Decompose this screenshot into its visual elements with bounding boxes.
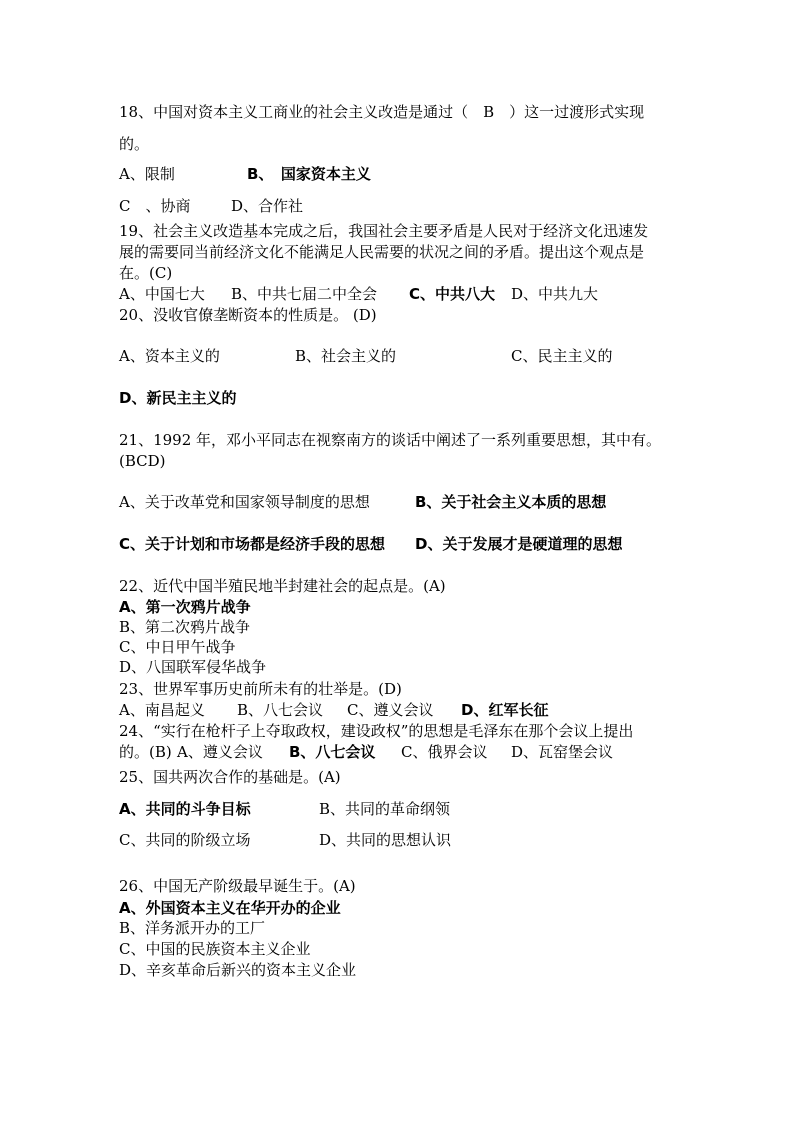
q26-option-d: D、辛亥革命后新兴的资本主义企业 [119,961,357,979]
q24-option-b-answer: B、八七会议 [289,743,376,761]
q18-option-b-answer: B、 国家资本主义 [247,165,371,183]
q26-option-c: C、中国的民族资本主义企业 [119,940,311,958]
q24-option-a: A、遵义会议 [177,743,263,761]
q18-option-a: A、限制 [119,165,175,183]
question-25-text: 25、国共两次合作的基础是。(A) [119,768,341,786]
question-23-text: 23、世界军事历史前所未有的壮举是。(D) [119,680,402,698]
q23-option-a: A、南昌起义 [119,701,205,719]
question-20-text: 20、没收官僚垄断资本的性质是。 (D) [119,306,377,324]
q24-text-cont: 的。(B) [119,743,172,761]
q21-option-b-answer: B、关于社会主义本质的思想 [415,493,607,511]
q23-option-d-answer: D、红军长征 [461,701,549,719]
q22-option-a-answer: A、第一次鸦片战争 [119,598,251,616]
question-18-text: 18、中国对资本主义工商业的社会主义改造是通过（ B ）这一过渡形式实现 [119,103,645,121]
q20-option-b: B、社会主义的 [295,347,397,365]
question-22-text: 22、近代中国半殖民地半封建社会的起点是。(A) [119,577,446,595]
q24-option-d: D、瓦窑堡会议 [511,743,614,761]
q24-option-c: C、俄界会议 [401,743,488,761]
q18-option-d: D、合作社 [231,197,304,215]
q20-option-c: C、民主主义的 [511,347,613,365]
q19-option-c-answer: C、中共八大 [409,285,496,303]
q22-option-d: D、八国联军侵华战争 [119,658,267,676]
q22-option-b: B、第二次鸦片战争 [119,618,251,636]
q21-option-a: A、关于改革党和国家领导制度的思想 [119,493,370,511]
q20-option-d-answer: D、新民主主义的 [119,389,237,407]
question-19-text-cont: 展的需要同当前经济文化不能满足人民需要的状况之间的矛盾。提出这个观点是 [119,243,645,261]
q22-option-c: C、中日甲午战争 [119,638,236,656]
q18-option-c: C 、协商 [119,197,191,215]
question-19-text: 19、社会主义改造基本完成之后，我国社会主要矛盾是人民对于经济文化迅速发 [119,222,649,240]
question-19-text-cont2: 在。(C) [119,264,173,282]
q25-option-a-answer: A、共同的斗争目标 [119,800,251,818]
question-26-text: 26、中国无产阶级最早诞生于。(A) [119,877,356,895]
q25-option-d: D、共同的思想认识 [319,831,452,849]
q20-option-a: A、资本主义的 [119,347,220,365]
q26-option-b: B、洋务派开办的工厂 [119,919,266,937]
q25-option-b: B、共同的革命纲领 [319,800,451,818]
q21-option-d-answer: D、关于发展才是硬道理的思想 [415,535,623,553]
q21-option-c-answer: C、关于计划和市场都是经济手段的思想 [119,535,386,553]
q19-option-b: B、中共七届二中全会 [231,285,378,303]
q19-option-a: A、中国七大 [119,285,205,303]
question-18-text-cont: 的。 [119,135,150,153]
q19-option-d: D、中共九大 [511,285,599,303]
question-21-text-cont: (BCD) [119,452,166,470]
q25-option-c: C、共同的阶级立场 [119,831,251,849]
question-24-text: 24、“实行在枪杆子上夺取政权，建设政权”的思想是毛泽东在那个会议上提出 [119,722,634,740]
question-21-text: 21、1992 年，邓小平同志在视察南方的谈话中阐述了一系列重要思想，其中有。 [119,431,662,449]
q23-option-b: B、八七会议 [237,701,324,719]
q23-option-c: C、遵义会议 [347,701,434,719]
q26-option-a-answer: A、外国资本主义在华开办的企业 [119,899,341,917]
